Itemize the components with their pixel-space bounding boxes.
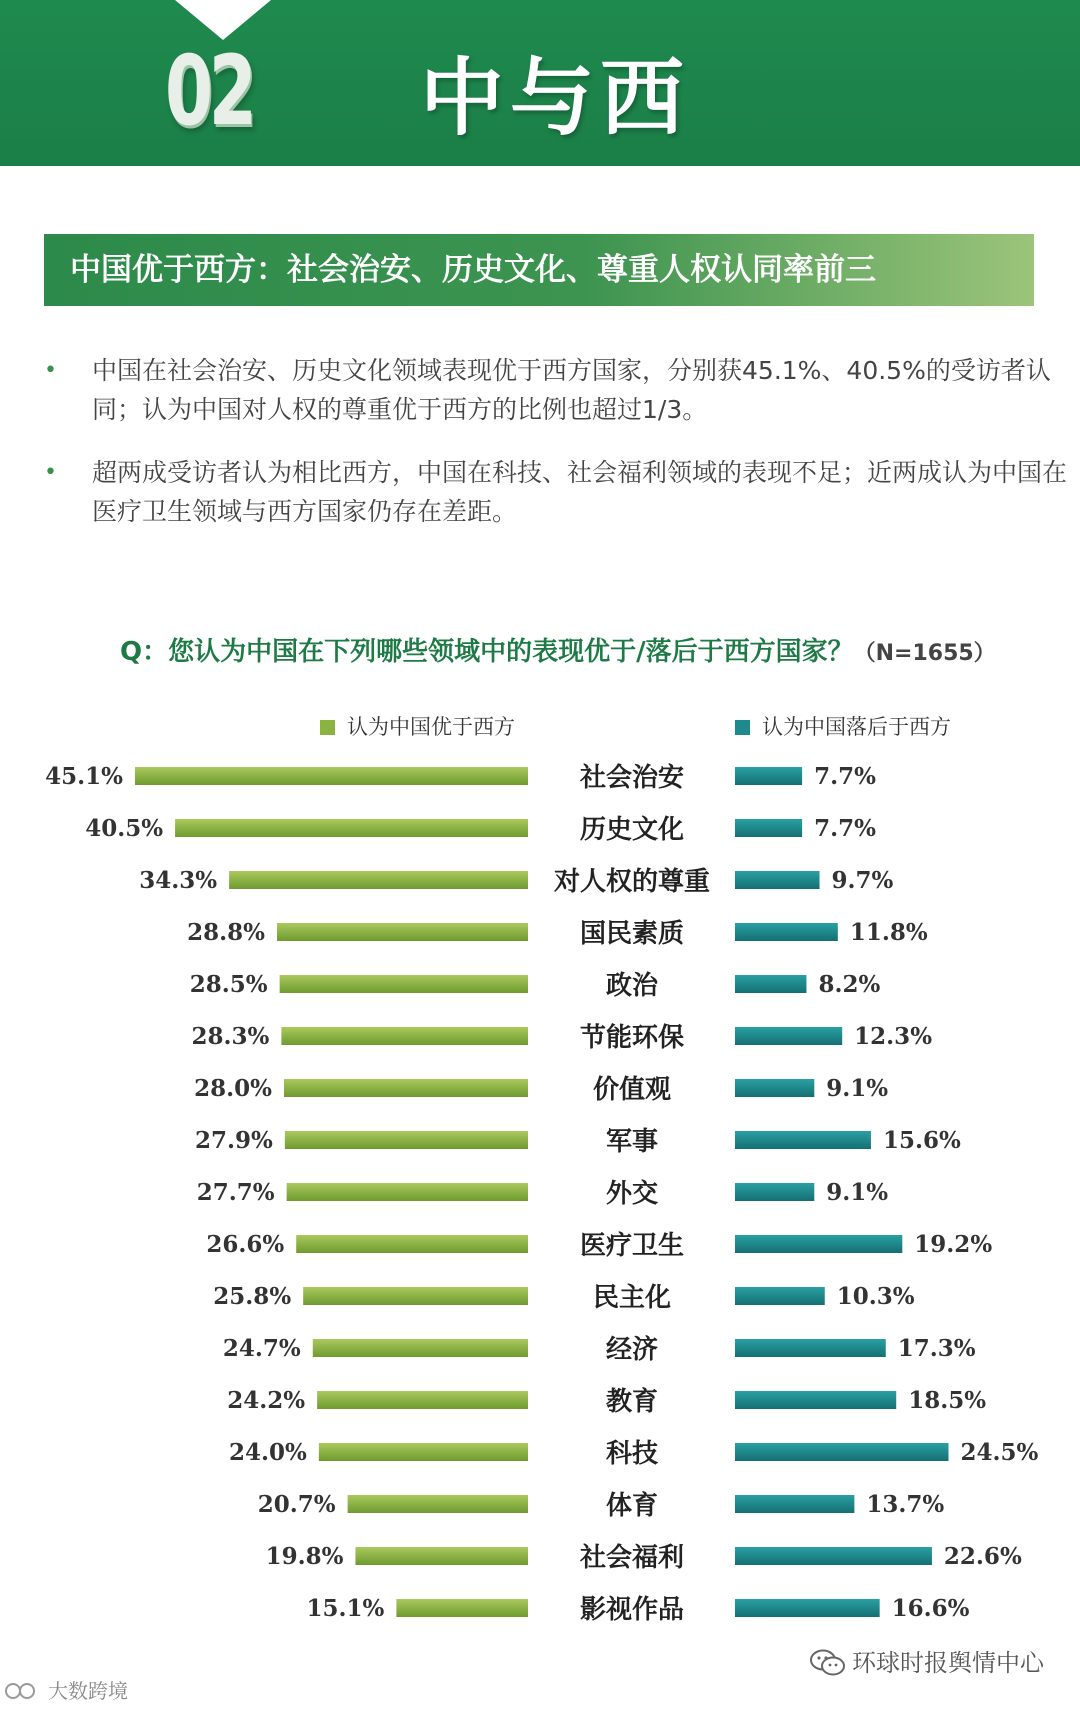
value-label-worse: 18.5% [908,1387,987,1414]
bar-better [175,819,528,837]
wechat-footer [810,1645,1044,1681]
bar-better [287,1183,528,1201]
corner-mark-text: 大数跨境 [48,1679,128,1703]
section-title: 中与西 [420,49,691,147]
value-label-better: 27.7% [196,1179,275,1206]
value-label-better: 24.7% [222,1335,301,1362]
category-label: 民主化 [592,1283,672,1313]
bar-better [229,871,528,889]
account-name: 环球时报舆情中心 [852,1649,1044,1677]
bar-better [319,1443,528,1461]
bullet-text: 超两成受访者认为相比西方，中国在科技、社会福利领域的表现不足；近两成认为中国在医疗卫生领域与西方国家仍存在差距。 [92,458,1068,526]
bar-better [277,923,528,941]
section-number: 02 [165,35,253,147]
value-label-worse: 12.3% [854,1023,933,1050]
logo-icon [4,1680,44,1702]
category-label: 政治 [605,971,659,1001]
category-label: 节能环保 [579,1023,685,1053]
bar-worse [735,923,838,941]
bar-better [135,767,528,785]
value-label-better: 28.3% [191,1023,270,1050]
value-label-better: 40.5% [85,815,164,842]
value-label-better: 34.3% [139,867,218,894]
bar-worse [735,975,806,993]
category-label: 医疗卫生 [579,1231,685,1261]
sample-size: （N=1655） [853,641,996,666]
bar-worse [735,1235,902,1253]
value-label-better: 24.0% [228,1439,307,1466]
value-label-better: 26.6% [206,1231,285,1258]
value-label-better: 28.5% [189,971,268,998]
bar-better [284,1079,528,1097]
value-label-worse: 8.2% [818,971,881,998]
value-label-worse: 11.8% [849,919,928,946]
bullet-marker: • [44,460,57,485]
bar-worse [735,1131,871,1149]
value-label-worse: 7.7% [814,763,876,790]
bar-worse [735,1547,932,1565]
chart-bars [45,763,1038,1625]
bar-better [296,1235,528,1253]
value-label-worse: 24.5% [960,1439,1039,1466]
value-label-worse: 7.7% [814,815,876,842]
bar-worse [735,1443,948,1461]
bar-worse [735,767,802,785]
bar-worse [735,1391,896,1409]
bar-better [396,1599,528,1617]
bar-worse [735,1495,854,1513]
bar-worse [735,819,802,837]
bar-worse [735,1339,886,1357]
wechat-icon [810,1649,846,1677]
value-label-better: 27.9% [195,1127,273,1154]
category-label: 价值观 [592,1075,672,1105]
value-label-worse: 15.6% [882,1127,961,1154]
value-label-worse: 9.7% [831,867,894,894]
bar-worse [735,1079,814,1097]
question-text: Q：您认为中国在下列哪些领域中的表现优于/落后于西方国家？ [120,637,854,667]
legend-label-worse: 认为中国落后于西方 [762,715,951,739]
bar-worse [735,1599,880,1617]
category-label: 军事 [605,1127,659,1157]
bar-worse [735,1183,814,1201]
category-label: 科技 [605,1439,659,1469]
value-label-worse: 17.3% [897,1335,976,1362]
value-label-worse: 19.2% [914,1231,993,1258]
bar-better [303,1287,528,1305]
category-label: 经济 [605,1335,659,1365]
value-label-worse: 16.6% [891,1595,970,1622]
category-label: 影视作品 [579,1595,685,1625]
value-label-better: 28.0% [194,1075,273,1102]
bar-better [281,1027,528,1045]
value-label-worse: 9.1% [826,1179,889,1206]
value-label-better: 20.7% [257,1491,336,1518]
bar-better [280,975,528,993]
bar-better [355,1547,528,1565]
value-label-worse: 9.1% [826,1075,889,1102]
bullet-marker: • [44,358,57,383]
category-label: 外交 [605,1179,659,1209]
category-label: 国民素质 [579,919,685,949]
value-label-better: 15.1% [306,1595,385,1622]
value-label-worse: 13.7% [866,1491,945,1518]
subtitle-text: 中国优于西方：社会治安、历史文化、尊重人权认同率前三 [70,252,876,288]
bar-worse [735,871,820,889]
value-label-worse: 10.3% [836,1283,915,1310]
value-label-better: 28.8% [187,919,266,946]
value-label-better: 45.1% [45,763,123,790]
category-label: 体育 [605,1491,659,1521]
category-label: 社会福利 [579,1543,685,1573]
value-label-better: 19.8% [265,1543,344,1570]
bar-worse [735,1027,842,1045]
legend-label-better: 认为中国优于西方 [347,715,515,739]
bar-better [313,1339,528,1357]
category-label: 历史文化 [579,815,685,845]
category-label: 对人权的尊重 [553,867,711,897]
category-label: 社会治安 [579,763,685,793]
corner-watermark [4,1676,128,1706]
bar-better [285,1131,528,1149]
category-label: 教育 [605,1387,659,1417]
bar-better [317,1391,528,1409]
value-label-worse: 22.6% [943,1543,1022,1570]
bar-better [348,1495,528,1513]
bullet-text: 中国在社会治安、历史文化领域表现优于西方国家，分别获45.1%、40.5%的受访者认同；认为中国对人权的尊重优于西方的比例也超过1/3。 [92,356,1051,424]
value-label-better: 25.8% [213,1283,292,1310]
value-label-better: 24.2% [227,1387,306,1414]
bar-worse [735,1287,825,1305]
